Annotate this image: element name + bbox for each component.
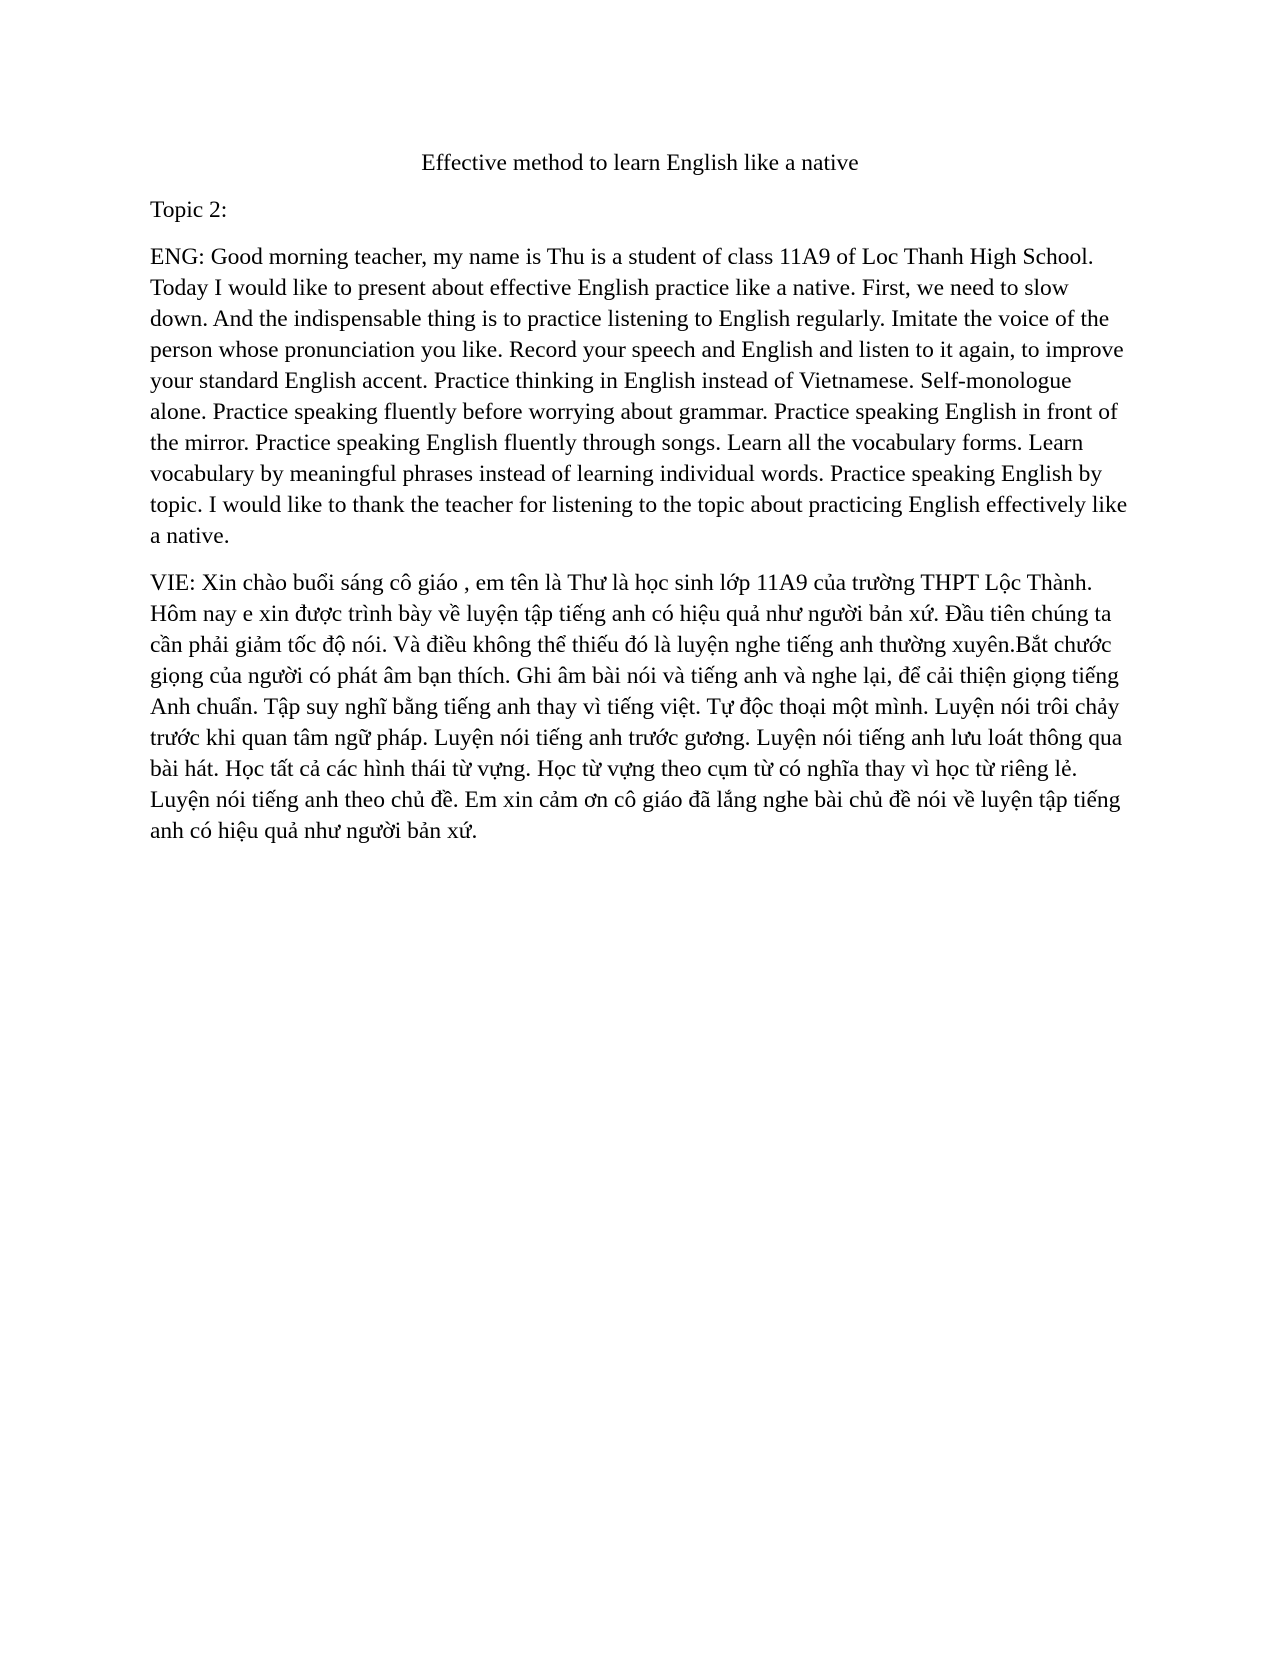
vietnamese-paragraph: VIE: Xin chào buổi sáng cô giáo , em tên là Thư là học sinh lớp 11A9 của trường THPT Lộc Thành. Hôm nay e xin được trình bày về luyện tập tiếng anh có hiệu quả như người bản xứ. Đầu tiên chúng ta cần phải giảm tốc độ nói. Và điều không thể thiếu đó là luyện nghe tiếng anh thường xuyên.Bắt chước giọng của người có phát âm bạn thích. Ghi âm bài nói và tiếng anh và nghe lại, để cải thiện giọng tiếng Anh chuẩn. Tập suy nghĩ bằng tiếng anh thay vì tiếng việt. Tự độc thoại một mình. Luyện nói trôi chảy trước khi quan tâm ngữ pháp. Luyện nói tiếng anh trước gương. Luyện nói tiếng anh lưu loát thông qua bài hát. Học tất cả các hình thái từ vựng. Học từ vựng theo cụm từ có nghĩa thay vì học từ riêng lẻ. Luyện nói tiếng anh theo chủ đề. Em xin cảm ơn cô giáo đã lắng nghe bài chủ đề nói về luyện tập tiếng anh có hiệu quả như người bản xứ. — [150, 570, 1123, 844]
topic-label: Topic 2: — [150, 197, 228, 223]
english-paragraph: ENG: Good morning teacher, my name is Thu is a student of class 11A9 of Loc Thanh High School. Today I would like to present about effective English practice like a native. First, we need to slow down. And the indispensable thing is to practice listening to English regularly. Imitate the voice of the person whose pronunciation you like. Record your speech and English and listen to it again, to improve your standard English accent. Practice thinking in English instead of Vietnamese. Self-monologue alone. Practice speaking fluently before worrying about grammar. Practice speaking English in front of the mirror. Practice speaking English fluently through songs. Learn all the vocabulary forms. Learn vocabulary by meaningful phrases instead of learning individual words. Practice speaking English by topic. I would like to thank the teacher for listening to the topic about practicing English effectively like a native. — [150, 244, 1128, 549]
document-body — [150, 148, 1130, 863]
document-title: Effective method to learn English like a native — [421, 150, 859, 176]
